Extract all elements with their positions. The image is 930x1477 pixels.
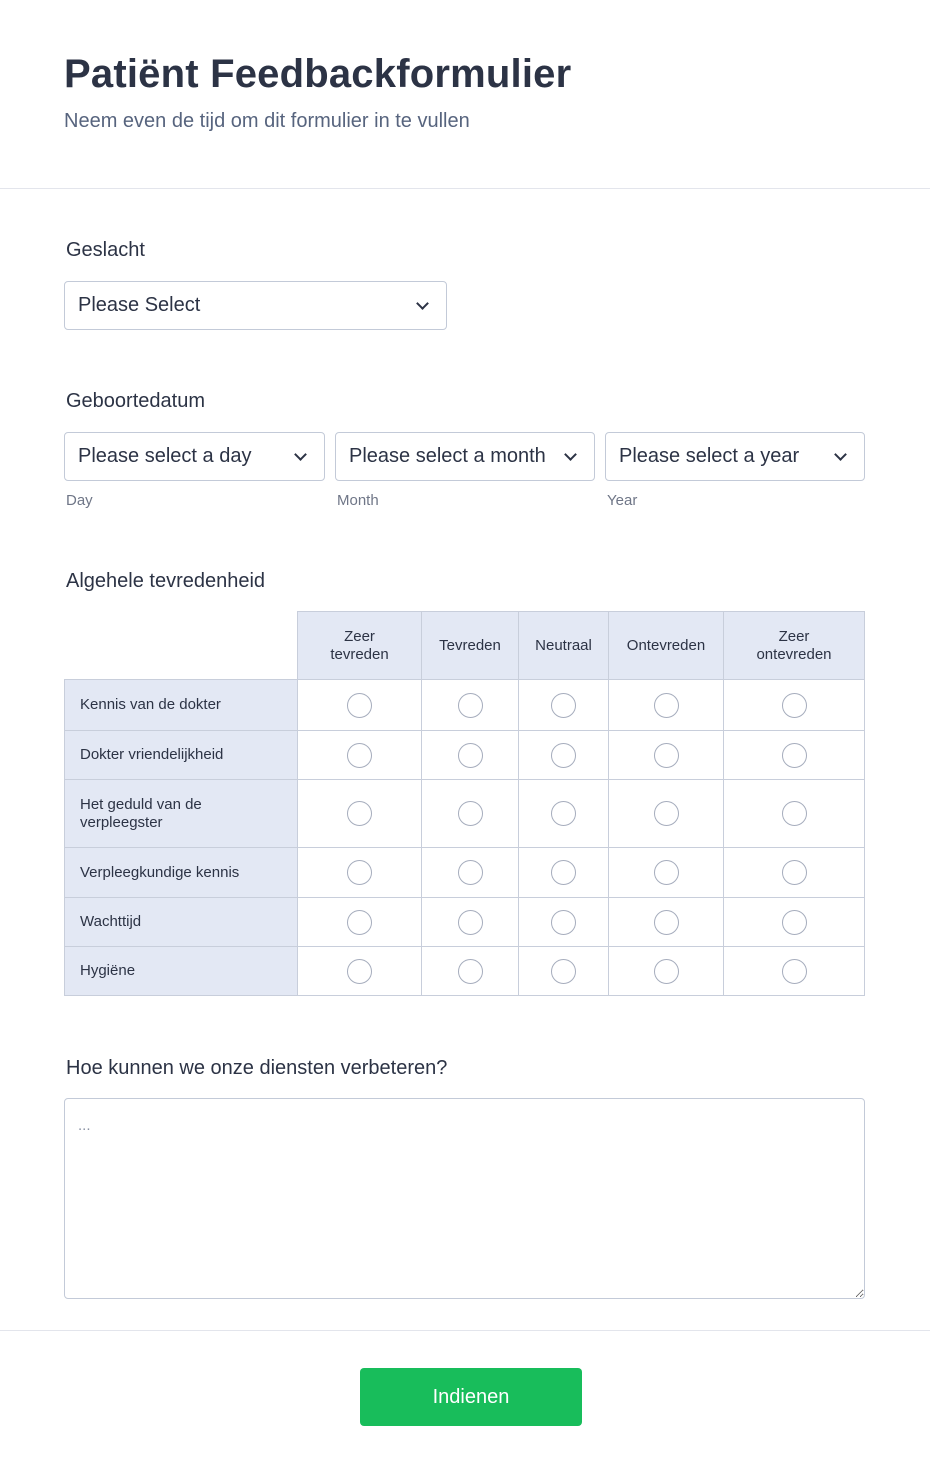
gender-select-value: Please Select: [78, 294, 201, 316]
radio-button[interactable]: [347, 801, 372, 826]
month-select-value: Please select a month: [349, 445, 546, 467]
radio-button[interactable]: [654, 743, 679, 768]
radio-button[interactable]: [782, 910, 807, 935]
matrix-row-label: Wachttijd: [65, 898, 298, 947]
matrix-column-header: Zeer ontevreden: [724, 612, 865, 680]
matrix-cell: [519, 898, 609, 947]
matrix-cell: [422, 680, 519, 731]
improve-textarea[interactable]: [64, 1098, 865, 1299]
birthdate-label: Geboortedatum: [66, 390, 205, 412]
chevron-down-icon: [564, 448, 577, 461]
page-title: Patiënt Feedbackformulier: [64, 52, 572, 96]
radio-button[interactable]: [458, 801, 483, 826]
radio-button[interactable]: [782, 959, 807, 984]
matrix-row-label: Het geduld van de verpleegster: [65, 780, 298, 848]
radio-button[interactable]: [551, 910, 576, 935]
radio-button[interactable]: [654, 693, 679, 718]
matrix-row-label: Hygiëne: [65, 947, 298, 996]
matrix-row: [65, 780, 865, 848]
matrix-cell: [724, 680, 865, 731]
radio-button[interactable]: [458, 743, 483, 768]
year-select-value: Please select a year: [619, 445, 800, 467]
matrix-row-label: Kennis van de dokter: [65, 680, 298, 731]
matrix-column-header: Zeer tevreden: [298, 612, 422, 680]
matrix-row: [65, 947, 865, 996]
radio-button[interactable]: [654, 860, 679, 885]
matrix-cell: [609, 947, 724, 996]
satisfaction-label: Algehele tevredenheid: [66, 570, 266, 592]
matrix-row-label: Verpleegkundige kennis: [65, 848, 298, 898]
radio-button[interactable]: [551, 860, 576, 885]
radio-button[interactable]: [347, 910, 372, 935]
matrix-cell: [519, 947, 609, 996]
radio-button[interactable]: [458, 860, 483, 885]
matrix-cell: [298, 731, 422, 780]
radio-button[interactable]: [347, 860, 372, 885]
page-subtitle: Neem even de tijd om dit formulier in te vullen: [64, 110, 470, 132]
matrix-cell: [609, 780, 724, 848]
matrix-cell: [298, 898, 422, 947]
radio-button[interactable]: [654, 910, 679, 935]
matrix-cell: [422, 780, 519, 848]
matrix-cell: [724, 947, 865, 996]
footer-divider: [0, 1330, 930, 1331]
matrix-cell: [609, 848, 724, 898]
radio-button[interactable]: [654, 959, 679, 984]
matrix-cell: [519, 848, 609, 898]
matrix-cell: [422, 848, 519, 898]
radio-button[interactable]: [347, 959, 372, 984]
improve-label: Hoe kunnen we onze diensten verbeteren?: [66, 1057, 448, 1079]
matrix-row: [65, 680, 865, 731]
matrix-cell: [298, 680, 422, 731]
radio-button[interactable]: [782, 801, 807, 826]
radio-button[interactable]: [347, 743, 372, 768]
radio-button[interactable]: [782, 743, 807, 768]
radio-button[interactable]: [782, 693, 807, 718]
matrix-column-header: Neutraal: [519, 612, 609, 680]
radio-button[interactable]: [347, 693, 372, 718]
radio-button[interactable]: [654, 801, 679, 826]
matrix-cell: [724, 898, 865, 947]
matrix-cell: [519, 780, 609, 848]
matrix-column-header: Tevreden: [422, 612, 519, 680]
matrix-cell: [609, 680, 724, 731]
year-select[interactable]: [605, 432, 865, 481]
year-sublabel: Year: [607, 492, 638, 509]
matrix-row: [65, 848, 865, 898]
day-select[interactable]: [64, 432, 325, 481]
matrix-cell: [609, 898, 724, 947]
matrix-cell: [724, 731, 865, 780]
month-select[interactable]: [335, 432, 595, 481]
matrix-cell: [724, 780, 865, 848]
matrix-row: [65, 898, 865, 947]
header-divider: [0, 188, 930, 189]
matrix-cell: [519, 680, 609, 731]
radio-button[interactable]: [551, 801, 576, 826]
submit-button[interactable]: Indienen: [360, 1368, 582, 1426]
radio-button[interactable]: [551, 743, 576, 768]
matrix-row-label: Dokter vriendelijkheid: [65, 731, 298, 780]
matrix-cell: [298, 780, 422, 848]
gender-label: Geslacht: [66, 239, 145, 261]
radio-button[interactable]: [782, 860, 807, 885]
radio-button[interactable]: [458, 959, 483, 984]
matrix-cell: [519, 731, 609, 780]
matrix-cell: [609, 731, 724, 780]
chevron-down-icon: [416, 297, 429, 310]
month-sublabel: Month: [337, 492, 379, 509]
satisfaction-matrix: [64, 611, 865, 996]
matrix-cell: [298, 947, 422, 996]
chevron-down-icon: [294, 448, 307, 461]
matrix-cell: [422, 731, 519, 780]
matrix-column-header: Ontevreden: [609, 612, 724, 680]
day-sublabel: Day: [66, 492, 93, 509]
matrix-cell: [422, 898, 519, 947]
radio-button[interactable]: [551, 693, 576, 718]
matrix-row: [65, 731, 865, 780]
radio-button[interactable]: [458, 693, 483, 718]
gender-select[interactable]: [64, 281, 447, 330]
radio-button[interactable]: [458, 910, 483, 935]
radio-button[interactable]: [551, 959, 576, 984]
chevron-down-icon: [834, 448, 847, 461]
matrix-corner: [65, 612, 298, 680]
matrix-cell: [422, 947, 519, 996]
matrix-cell: [724, 848, 865, 898]
day-select-value: Please select a day: [78, 445, 252, 467]
matrix-cell: [298, 848, 422, 898]
